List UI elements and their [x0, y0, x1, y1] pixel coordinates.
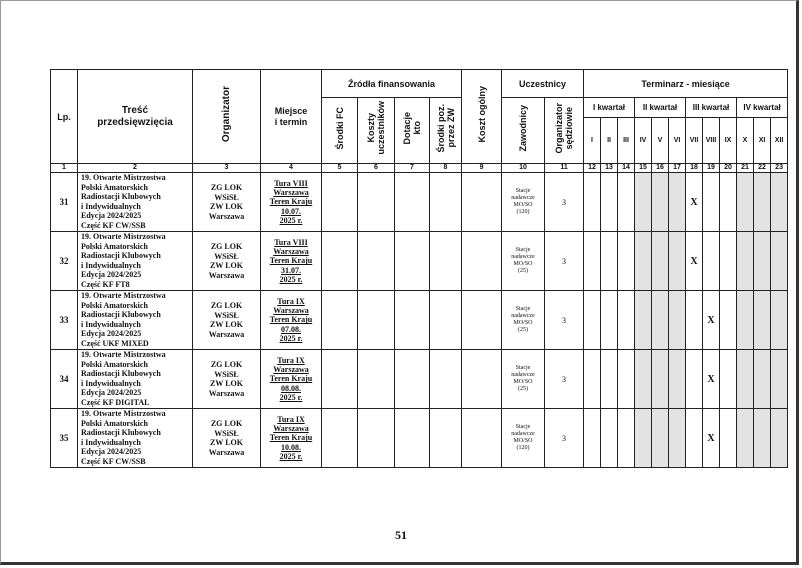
header-tresc: Treść przedsięwzięcia — [78, 70, 193, 164]
column-number: 18 — [686, 164, 703, 173]
month-cell — [737, 232, 754, 291]
month-cell — [754, 232, 771, 291]
month-cell — [737, 409, 754, 468]
month-cell — [754, 291, 771, 350]
header-koszty-uczestnikow: Koszty uczestników — [366, 101, 386, 155]
month-mark: X — [686, 232, 703, 291]
month-cell — [754, 409, 771, 468]
month-cell — [584, 291, 601, 350]
row-lp: 31 — [51, 173, 78, 232]
row-sedziowie: 3 — [545, 409, 584, 468]
row-lp: 32 — [51, 232, 78, 291]
row-dotacje — [395, 291, 430, 350]
column-number: 1 — [51, 164, 78, 173]
row-miejsce: Tura VIII Warszawa Teren Kraju 31.07. 2025 r. — [261, 232, 322, 291]
month-cell — [618, 350, 635, 409]
month-cell — [652, 291, 669, 350]
column-number: 15 — [635, 164, 652, 173]
month-cell — [720, 409, 737, 468]
month-2: II — [601, 118, 618, 164]
header-organizator: Organizator — [220, 85, 232, 143]
header-dotacje: Dotacje kto — [402, 111, 422, 145]
month-cell — [584, 409, 601, 468]
row-srodki-fc — [322, 173, 358, 232]
column-number: 22 — [754, 164, 771, 173]
header-miejsce: Miejsce i termin — [261, 70, 322, 164]
row-lp: 35 — [51, 409, 78, 468]
month-cell — [618, 232, 635, 291]
row-dotacje — [395, 350, 430, 409]
month-cell — [669, 350, 686, 409]
month-mark: X — [686, 173, 703, 232]
column-number: 4 — [261, 164, 322, 173]
column-number: 5 — [322, 164, 358, 173]
month-cell — [601, 350, 618, 409]
row-zawodnicy: Stacje nadawcze MO/SO (25) — [502, 232, 545, 291]
month-1: I — [584, 118, 601, 164]
month-cell — [635, 173, 652, 232]
month-cell — [754, 173, 771, 232]
table-row — [51, 173, 788, 232]
month-cell — [652, 409, 669, 468]
schedule-table — [50, 69, 788, 468]
row-koszty-uczestnikow — [358, 291, 395, 350]
row-lp: 33 — [51, 291, 78, 350]
row-tresc: 19. Otwarte Mistrzostwa Polski Amatorskich Radiostacji Klubowych i Indywidualnych Edycja 2024/2025 Część KF CW/SSB — [78, 173, 193, 232]
month-cell — [737, 350, 754, 409]
row-tresc: 19. Otwarte Mistrzostwa Polski Amatorskich Radiostacji Klubowych i Indywidualnych Edycja 2024/2025 Część KF CW/SSB — [78, 409, 193, 468]
month-cell — [669, 409, 686, 468]
row-koszty-uczestnikow — [358, 173, 395, 232]
table-row — [51, 350, 788, 409]
quarter-4: IV kwartał — [737, 98, 788, 118]
month-mark: X — [703, 409, 720, 468]
month-7: VII — [686, 118, 703, 164]
month-cell — [720, 350, 737, 409]
month-cell — [584, 350, 601, 409]
month-cell — [652, 173, 669, 232]
row-miejsce: Tura IX Warszawa Teren Kraju 07.08. 2025 r. — [261, 291, 322, 350]
month-cell — [771, 409, 788, 468]
row-miejsce: Tura IX Warszawa Teren Kraju 08.08. 2025 r. — [261, 350, 322, 409]
row-dotacje — [395, 409, 430, 468]
row-zawodnicy: Stacje nadawcze MO/SO (120) — [502, 409, 545, 468]
column-number: 13 — [601, 164, 618, 173]
month-cell — [601, 291, 618, 350]
header-koszty-cell — [358, 98, 395, 164]
header-srodki-fc-cell — [322, 98, 358, 164]
month-cell — [771, 350, 788, 409]
table-row — [51, 409, 788, 468]
month-cell — [703, 173, 720, 232]
row-sedziowie: 3 — [545, 350, 584, 409]
header-srodki-fc: Środki FC — [334, 106, 345, 150]
month-cell — [771, 291, 788, 350]
column-number: 2 — [78, 164, 193, 173]
month-cell — [584, 232, 601, 291]
row-srodki-fc — [322, 232, 358, 291]
row-srodki-fc — [322, 409, 358, 468]
column-number-row — [51, 164, 788, 173]
row-organizator: ZG LOK WSiSŁ ZW LOK Warszawa — [193, 291, 261, 350]
row-koszt-ogolny — [462, 173, 502, 232]
row-tresc: 19. Otwarte Mistrzostwa Polski Amatorskich Radiostacji Klubowych i Indywidualnych Edycja 2024/2025 Część KF FT8 — [78, 232, 193, 291]
column-number: 12 — [584, 164, 601, 173]
row-sedziowie: 3 — [545, 173, 584, 232]
month-cell — [720, 291, 737, 350]
row-dotacje — [395, 232, 430, 291]
month-6: VI — [669, 118, 686, 164]
month-cell — [737, 173, 754, 232]
column-number: 8 — [430, 164, 462, 173]
row-koszty-uczestnikow — [358, 232, 395, 291]
month-cell — [686, 409, 703, 468]
month-cell — [669, 232, 686, 291]
row-lp: 34 — [51, 350, 78, 409]
row-srodki-poz — [430, 291, 462, 350]
month-cell — [771, 232, 788, 291]
header-terminarz: Terminarz - miesiące — [584, 70, 788, 98]
month-3: III — [618, 118, 635, 164]
header-row-1 — [51, 70, 788, 98]
month-8: VIII — [703, 118, 720, 164]
month-cell — [601, 173, 618, 232]
row-srodki-fc — [322, 291, 358, 350]
header-organizator-cell — [193, 70, 261, 164]
header-srodki-poz: Środki poz. przez ZW — [435, 103, 456, 153]
month-cell — [686, 291, 703, 350]
table-body — [51, 173, 788, 468]
month-cell — [669, 291, 686, 350]
header-koszt-ogolny: Koszt ogólny — [476, 85, 487, 143]
column-number: 9 — [462, 164, 502, 173]
header-organizator-sedziowie: Organizator sędziowie — [554, 102, 575, 154]
row-sedziowie: 3 — [545, 291, 584, 350]
row-koszty-uczestnikow — [358, 409, 395, 468]
row-zawodnicy: Stacje nadawcze MO/SO (120) — [502, 173, 545, 232]
row-zawodnicy: Stacje nadawcze MO/SO (25) — [502, 291, 545, 350]
month-cell — [720, 173, 737, 232]
row-tresc: 19. Otwarte Mistrzostwa Polski Amatorskich Radiostacji Klubowych i Indywidualnych Edycja 2024/2025 Część KF DIGITAL — [78, 350, 193, 409]
row-zawodnicy: Stacje nadawcze MO/SO (25) — [502, 350, 545, 409]
row-srodki-fc — [322, 350, 358, 409]
row-miejsce: Tura IX Warszawa Teren Kraju 10.08. 2025 r. — [261, 409, 322, 468]
column-number: 19 — [703, 164, 720, 173]
header-lp: Lp. — [51, 70, 78, 164]
month-cell — [618, 173, 635, 232]
column-number: 7 — [395, 164, 430, 173]
table-row — [51, 232, 788, 291]
page-number: 51 — [395, 528, 407, 542]
quarter-2: II kwartał — [635, 98, 686, 118]
header-sedziowie-cell — [545, 98, 584, 164]
column-number: 11 — [545, 164, 584, 173]
row-tresc: 19. Otwarte Mistrzostwa Polski Amatorskich Radiostacji Klubowych i Indywidualnych Edycja 2024/2025 Część UKF MIXED — [78, 291, 193, 350]
month-cell — [737, 291, 754, 350]
row-dotacje — [395, 173, 430, 232]
month-cell — [635, 350, 652, 409]
month-cell — [771, 173, 788, 232]
quarter-1: I kwartał — [584, 98, 635, 118]
month-cell — [635, 232, 652, 291]
month-mark: X — [703, 350, 720, 409]
row-organizator: ZG LOK WSiSŁ ZW LOK Warszawa — [193, 173, 261, 232]
row-koszt-ogolny — [462, 350, 502, 409]
month-cell — [754, 350, 771, 409]
column-number: 14 — [618, 164, 635, 173]
column-number: 23 — [771, 164, 788, 173]
month-cell — [686, 350, 703, 409]
column-number: 17 — [669, 164, 686, 173]
row-organizator: ZG LOK WSiSŁ ZW LOK Warszawa — [193, 350, 261, 409]
month-12: XII — [771, 118, 788, 164]
header-dotacje-cell — [395, 98, 430, 164]
row-srodki-poz — [430, 350, 462, 409]
header-uczestnicy: Uczestnicy — [502, 70, 584, 98]
month-cell — [584, 173, 601, 232]
row-srodki-poz — [430, 173, 462, 232]
header-zawodnicy: Zawodnicy — [518, 104, 529, 152]
column-number: 10 — [502, 164, 545, 173]
column-number: 3 — [193, 164, 261, 173]
header-koszt-ogolny-cell — [462, 70, 502, 164]
quarter-3: III kwartał — [686, 98, 737, 118]
month-9: IX — [720, 118, 737, 164]
month-cell — [635, 409, 652, 468]
row-sedziowie: 3 — [545, 232, 584, 291]
month-cell — [635, 291, 652, 350]
month-cell — [601, 232, 618, 291]
column-number: 16 — [652, 164, 669, 173]
header-zrodla: Źródła finansowania — [322, 70, 462, 98]
table-row — [51, 291, 788, 350]
month-10: X — [737, 118, 754, 164]
row-koszt-ogolny — [462, 291, 502, 350]
month-cell — [652, 350, 669, 409]
row-miejsce: Tura VIII Warszawa Teren Kraju 10.07. 2025 r. — [261, 173, 322, 232]
month-cell — [618, 291, 635, 350]
month-mark: X — [703, 291, 720, 350]
month-5: V — [652, 118, 669, 164]
row-organizator: ZG LOK WSiSŁ ZW LOK Warszawa — [193, 409, 261, 468]
row-koszt-ogolny — [462, 232, 502, 291]
row-srodki-poz — [430, 232, 462, 291]
row-organizator: ZG LOK WSiSŁ ZW LOK Warszawa — [193, 232, 261, 291]
month-cell — [652, 232, 669, 291]
column-number: 21 — [737, 164, 754, 173]
row-koszt-ogolny — [462, 409, 502, 468]
column-number: 6 — [358, 164, 395, 173]
month-11: XI — [754, 118, 771, 164]
header-zawodnicy-cell — [502, 98, 545, 164]
month-cell — [618, 409, 635, 468]
row-srodki-poz — [430, 409, 462, 468]
month-cell — [720, 232, 737, 291]
column-number: 20 — [720, 164, 737, 173]
month-cell — [601, 409, 618, 468]
month-cell — [703, 232, 720, 291]
month-cell — [669, 173, 686, 232]
header-srodki-poz-cell — [430, 98, 462, 164]
row-koszty-uczestnikow — [358, 350, 395, 409]
month-4: IV — [635, 118, 652, 164]
